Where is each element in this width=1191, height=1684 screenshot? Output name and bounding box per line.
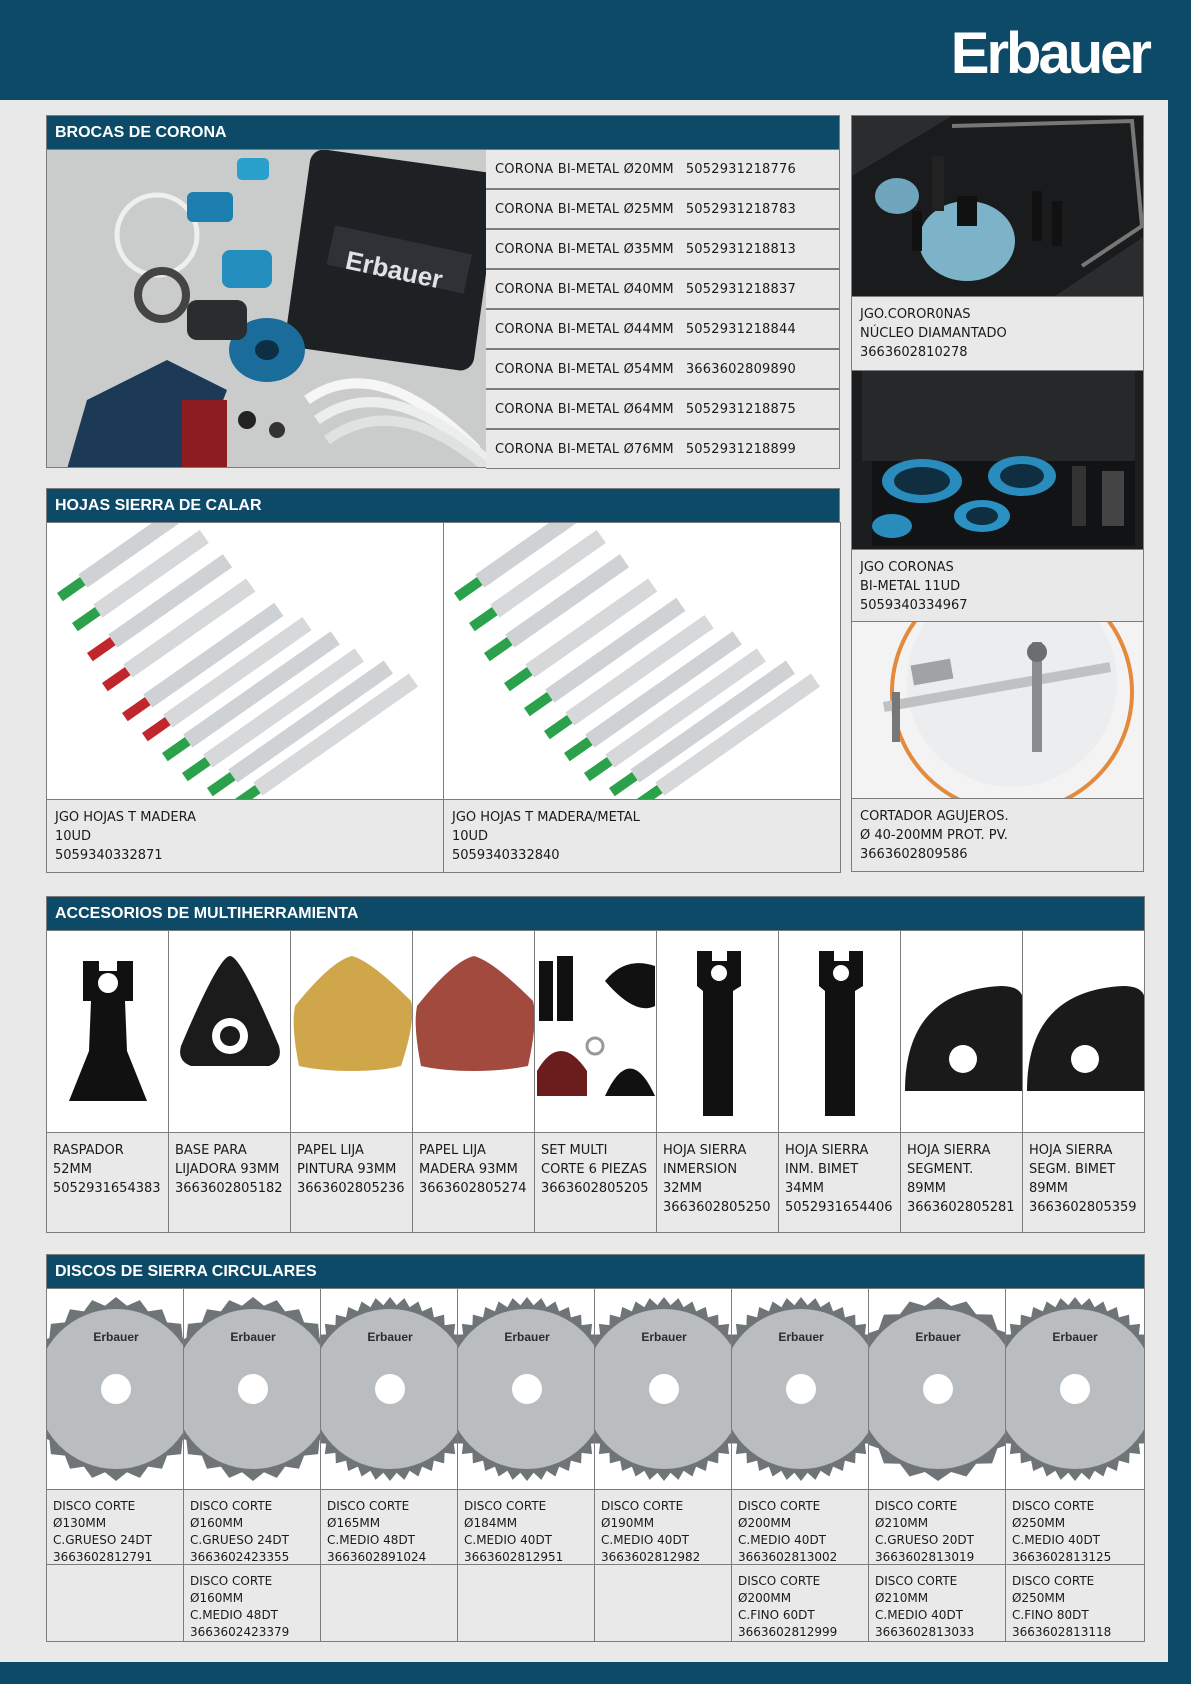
- item-code: 5052931218875: [685, 402, 796, 417]
- multi-label: [900, 1132, 1023, 1233]
- label-code: 3663602810278: [860, 345, 968, 360]
- item-name: CORONA BI-METAL Ø20MM: [495, 162, 674, 177]
- label-line: 3663602813125: [1012, 1550, 1112, 1564]
- diamond-core-kit-photo: [851, 115, 1144, 297]
- item-name: CORONA BI-METAL Ø64MM: [495, 402, 674, 417]
- footer-strip: [0, 1662, 1191, 1684]
- svg-text:Erbauer: Erbauer: [342, 244, 446, 295]
- disc-brand-label: Erbauer: [1052, 1330, 1098, 1344]
- label-line: JGO HOJAS T MADERA/METAL: [452, 810, 640, 825]
- label-line: DISCO CORTE Ø250MM: [1012, 1499, 1095, 1530]
- label-line: DISCO CORTE Ø160MM: [190, 1574, 273, 1605]
- item-code: 5052931218844: [685, 322, 796, 337]
- label-line: DISCO CORTE Ø210MM: [875, 1499, 958, 1530]
- saw-disc-image-cell: [594, 1288, 732, 1490]
- item-name: CORONA BI-METAL Ø25MM: [495, 202, 674, 217]
- label-line: SET MULTI: [541, 1143, 608, 1158]
- segment-blade-image: [901, 931, 1023, 1134]
- multi-set-image-cell: [534, 930, 657, 1134]
- label-line: DISCO CORTE Ø250MM: [1012, 1574, 1095, 1605]
- disc-arbor-hole: [923, 1374, 953, 1404]
- label-line: C.MEDIO 40DT: [464, 1533, 553, 1547]
- label-line: JGO HOJAS T MADERA: [55, 810, 196, 825]
- label-line: DISCO CORTE Ø184MM: [464, 1499, 547, 1530]
- disc-brand-label: Erbauer: [641, 1330, 687, 1344]
- saw-disc-image: [732, 1289, 869, 1490]
- label-line: SEGMENT. 89MM: [907, 1162, 974, 1196]
- disc-label-empty: [594, 1564, 732, 1642]
- hole-cutter-image: [852, 622, 1144, 799]
- label-line: 5052931654383: [53, 1181, 161, 1196]
- saw-disc-image: [184, 1289, 321, 1490]
- saw-disc-image: [595, 1289, 732, 1490]
- label-line: CORTADOR AGUJEROS.: [860, 809, 1009, 824]
- disc-label: [183, 1489, 321, 1565]
- item-name: CORONA BI-METAL Ø44MM: [495, 322, 674, 337]
- label-line: DISCO CORTE Ø210MM: [875, 1574, 958, 1605]
- label-line: C.GRUESO 24DT: [53, 1533, 152, 1547]
- label-line: DISCO CORTE Ø200MM: [738, 1499, 821, 1530]
- multi-label: [656, 1132, 779, 1233]
- label-line: C.GRUESO 20DT: [875, 1533, 974, 1547]
- label-line: PINTURA 93MM: [297, 1162, 397, 1177]
- label-line: Ø 40-200MM PROT. PV.: [860, 828, 1008, 843]
- label-line: 3663602805182: [175, 1181, 283, 1196]
- multi-label: [168, 1132, 291, 1233]
- label-line: C.MEDIO 40DT: [1012, 1533, 1101, 1547]
- item-name: CORONA BI-METAL Ø40MM: [495, 282, 674, 297]
- list-item: [486, 229, 840, 269]
- saw-disc-image-cell: [46, 1288, 184, 1490]
- label-line: 3663602813019: [875, 1550, 975, 1564]
- hole-cutter-photo: [851, 621, 1144, 799]
- side-label-3: [851, 798, 1144, 872]
- hojas-label-2: [443, 799, 841, 873]
- disc-label-empty: [46, 1564, 184, 1642]
- label-line: INMERSION: [663, 1162, 738, 1177]
- list-item: [486, 309, 840, 349]
- scraper-image-cell: [46, 930, 169, 1134]
- label-line: DISCO CORTE Ø160MM: [190, 1499, 273, 1530]
- label-line: BASE PARA: [175, 1143, 247, 1158]
- label-line: 10UD: [452, 829, 489, 844]
- section-title-brocas: BROCAS DE CORONA: [46, 115, 840, 150]
- bimetal-kit-image: [852, 371, 1144, 550]
- label-line: HOJA SIERRA: [1029, 1143, 1113, 1158]
- label-line: 3663602805274: [419, 1181, 527, 1196]
- disc-label: [731, 1564, 869, 1642]
- label-line: DISCO CORTE Ø200MM: [738, 1574, 821, 1605]
- sanding-base-image: [169, 931, 291, 1134]
- list-item: [486, 149, 840, 189]
- label-line: BI-METAL 11UD: [860, 579, 961, 594]
- section-title-discos: DISCOS DE SIERRA CIRCULARES: [46, 1254, 1145, 1289]
- label-line: C.MEDIO 48DT: [190, 1608, 279, 1622]
- multi-label: [1022, 1132, 1145, 1233]
- label-line: C.FINO 80DT: [1012, 1608, 1089, 1622]
- label-line: HOJA SIERRA: [785, 1143, 869, 1158]
- multi-label: [46, 1132, 169, 1233]
- scraper-image: [47, 931, 169, 1134]
- label-line: 3663602423379: [190, 1625, 290, 1639]
- section-title-multi: ACCESORIOS DE MULTIHERRAMIENTA: [46, 896, 1145, 931]
- label-line: C.GRUESO 24DT: [190, 1533, 289, 1547]
- label-line: 3663602812951: [464, 1550, 564, 1564]
- wood-sandpaper-image: [413, 931, 535, 1134]
- disc-arbor-hole: [375, 1374, 405, 1404]
- label-line: JGO.COROR0NAS: [860, 307, 971, 322]
- label-line: C.MEDIO 40DT: [738, 1533, 827, 1547]
- disc-label: [320, 1489, 458, 1565]
- label-line: CORTE 6 PIEZAS: [541, 1162, 648, 1177]
- disc-brand-label: Erbauer: [778, 1330, 824, 1344]
- item-name: CORONA BI-METAL Ø54MM: [495, 362, 674, 377]
- label-line: LIJADORA 93MM: [175, 1162, 280, 1177]
- segment-bimet-blade-image-cell: [1022, 930, 1145, 1134]
- sanding-base-image-cell: [168, 930, 291, 1134]
- saw-disc-image-cell: [457, 1288, 595, 1490]
- label-line: 32MM: [663, 1181, 702, 1196]
- label-line: INM. BIMET 34MM: [785, 1162, 859, 1196]
- label-line: 3663602423355: [190, 1550, 290, 1564]
- disc-arbor-hole: [649, 1374, 679, 1404]
- disc-label: [868, 1489, 1006, 1565]
- label-line: HOJA SIERRA: [663, 1143, 747, 1158]
- multi-label: [778, 1132, 901, 1233]
- list-item: [486, 389, 840, 429]
- label-line: DISCO CORTE Ø165MM: [327, 1499, 410, 1530]
- side-label-1: [851, 296, 1144, 371]
- label-line: 3663602805236: [297, 1181, 405, 1196]
- saw-disc-image: [1006, 1289, 1144, 1490]
- saw-disc-image-cell: [868, 1288, 1006, 1490]
- saw-disc-image-cell: [320, 1288, 458, 1490]
- label-line: DISCO CORTE Ø130MM: [53, 1499, 136, 1530]
- label-line: 3663602813033: [875, 1625, 975, 1639]
- disc-label: [1005, 1564, 1145, 1642]
- right-border-strip: [1168, 100, 1191, 1662]
- disc-arbor-hole: [786, 1374, 816, 1404]
- label-line: 10UD: [55, 829, 92, 844]
- paint-sandpaper-image: [291, 931, 413, 1134]
- erbauer-logo: Erbauer: [950, 21, 1149, 86]
- segment-bimet-blade-image: [1023, 931, 1145, 1134]
- disc-arbor-hole: [238, 1374, 268, 1404]
- multi-label: [290, 1132, 413, 1233]
- saw-disc-image: [47, 1289, 184, 1490]
- list-item: [486, 269, 840, 309]
- hojas-label-1: [46, 799, 444, 873]
- item-code: 5052931218899: [685, 442, 796, 457]
- hole-saw-kit-image: [47, 150, 487, 468]
- disc-arbor-hole: [101, 1374, 131, 1404]
- label-line: 3663602805281: [907, 1200, 1015, 1215]
- saw-disc-image-cell: [731, 1288, 869, 1490]
- label-line: 3663602891024: [327, 1550, 427, 1564]
- disc-label: [46, 1489, 184, 1565]
- label-line: 3663602805205: [541, 1181, 649, 1196]
- label-line: 3663602812791: [53, 1550, 153, 1564]
- disc-label-empty: [320, 1564, 458, 1642]
- label-line: SEGM. BIMET: [1029, 1162, 1116, 1177]
- saw-disc-image-cell: [1005, 1288, 1145, 1490]
- list-item: [486, 349, 840, 389]
- item-code: 3663602809890: [685, 362, 796, 377]
- saw-disc-image: [321, 1289, 458, 1490]
- disc-label: [594, 1489, 732, 1565]
- label-line: PAPEL LIJA: [419, 1143, 486, 1158]
- jigsaw-wood-photo: [46, 522, 444, 800]
- disc-label: [868, 1564, 1006, 1642]
- label-line: 3663602813118: [1012, 1625, 1112, 1639]
- disc-arbor-hole: [1060, 1374, 1090, 1404]
- label-line: RASPADOR 52MM: [53, 1143, 124, 1177]
- multi-label: [534, 1132, 657, 1233]
- label-line: PAPEL LIJA: [297, 1143, 364, 1158]
- saw-disc-image: [869, 1289, 1006, 1490]
- item-code: 5052931218783: [685, 202, 796, 217]
- item-name: CORONA BI-METAL Ø35MM: [495, 242, 674, 257]
- label-line: DISCO CORTE Ø190MM: [601, 1499, 684, 1530]
- label-line: 89MM: [1029, 1181, 1068, 1196]
- page-header: [0, 0, 1191, 100]
- wood-sandpaper-image-cell: [412, 930, 535, 1134]
- brocas-photo: [46, 149, 487, 468]
- disc-label: [731, 1489, 869, 1565]
- disc-label: [183, 1564, 321, 1642]
- jigsaw-blades-metal-image: [444, 523, 841, 800]
- disc-arbor-hole: [512, 1374, 542, 1404]
- plunge-blade-image-cell: [656, 930, 779, 1134]
- multi-set-image: [535, 931, 657, 1134]
- label-line: C.MEDIO 40DT: [601, 1533, 690, 1547]
- label-line: C.MEDIO 40DT: [875, 1608, 964, 1622]
- multi-label: [412, 1132, 535, 1233]
- disc-brand-label: Erbauer: [93, 1330, 139, 1344]
- list-item: [486, 189, 840, 229]
- label-code: 5059340332840: [452, 848, 560, 863]
- saw-disc-image: [458, 1289, 595, 1490]
- label-line: HOJA SIERRA: [907, 1143, 991, 1158]
- disc-label-empty: [457, 1564, 595, 1642]
- disc-brand-label: Erbauer: [915, 1330, 961, 1344]
- bimetal-kit-photo: [851, 370, 1144, 550]
- bimet-plunge-blade-image-cell: [778, 930, 901, 1134]
- label-line: 3663602805359: [1029, 1200, 1137, 1215]
- item-code: 5052931218813: [685, 242, 796, 257]
- label-code: 3663602809586: [860, 847, 968, 862]
- plunge-blade-image: [657, 931, 779, 1134]
- label-line: NÚCLEO DIAMANTADO: [860, 326, 1007, 341]
- paint-sandpaper-image-cell: [290, 930, 413, 1134]
- item-code: 5052931218837: [685, 282, 796, 297]
- list-item: [486, 429, 840, 469]
- label-code: 5059340334967: [860, 598, 968, 613]
- label-line: C.FINO 60DT: [738, 1608, 815, 1622]
- item-code: 5052931218776: [685, 162, 796, 177]
- label-line: 3663602813002: [738, 1550, 838, 1564]
- label-line: 3663602812999: [738, 1625, 838, 1639]
- bimet-plunge-blade-image: [779, 931, 901, 1134]
- segment-blade-image-cell: [900, 930, 1023, 1134]
- label-line: MADERA 93MM: [419, 1162, 518, 1177]
- disc-brand-label: Erbauer: [367, 1330, 413, 1344]
- jigsaw-blades-wood-image: [47, 523, 444, 800]
- disc-label: [457, 1489, 595, 1565]
- disc-brand-label: Erbauer: [230, 1330, 276, 1344]
- section-title-hojas: HOJAS SIERRA DE CALAR: [46, 488, 840, 523]
- item-name: CORONA BI-METAL Ø76MM: [495, 442, 674, 457]
- disc-brand-label: Erbauer: [504, 1330, 550, 1344]
- disc-label: [1005, 1489, 1145, 1565]
- diamond-core-kit-image: [852, 116, 1144, 297]
- label-line: JGO CORONAS: [860, 560, 954, 575]
- side-label-2: [851, 549, 1144, 622]
- saw-disc-image-cell: [183, 1288, 321, 1490]
- label-line: 3663602812982: [601, 1550, 701, 1564]
- label-line: 5052931654406: [785, 1200, 893, 1215]
- label-line: 3663602805250: [663, 1200, 771, 1215]
- jigsaw-metal-photo: [443, 522, 841, 800]
- label-code: 5059340332871: [55, 848, 163, 863]
- label-line: C.MEDIO 48DT: [327, 1533, 416, 1547]
